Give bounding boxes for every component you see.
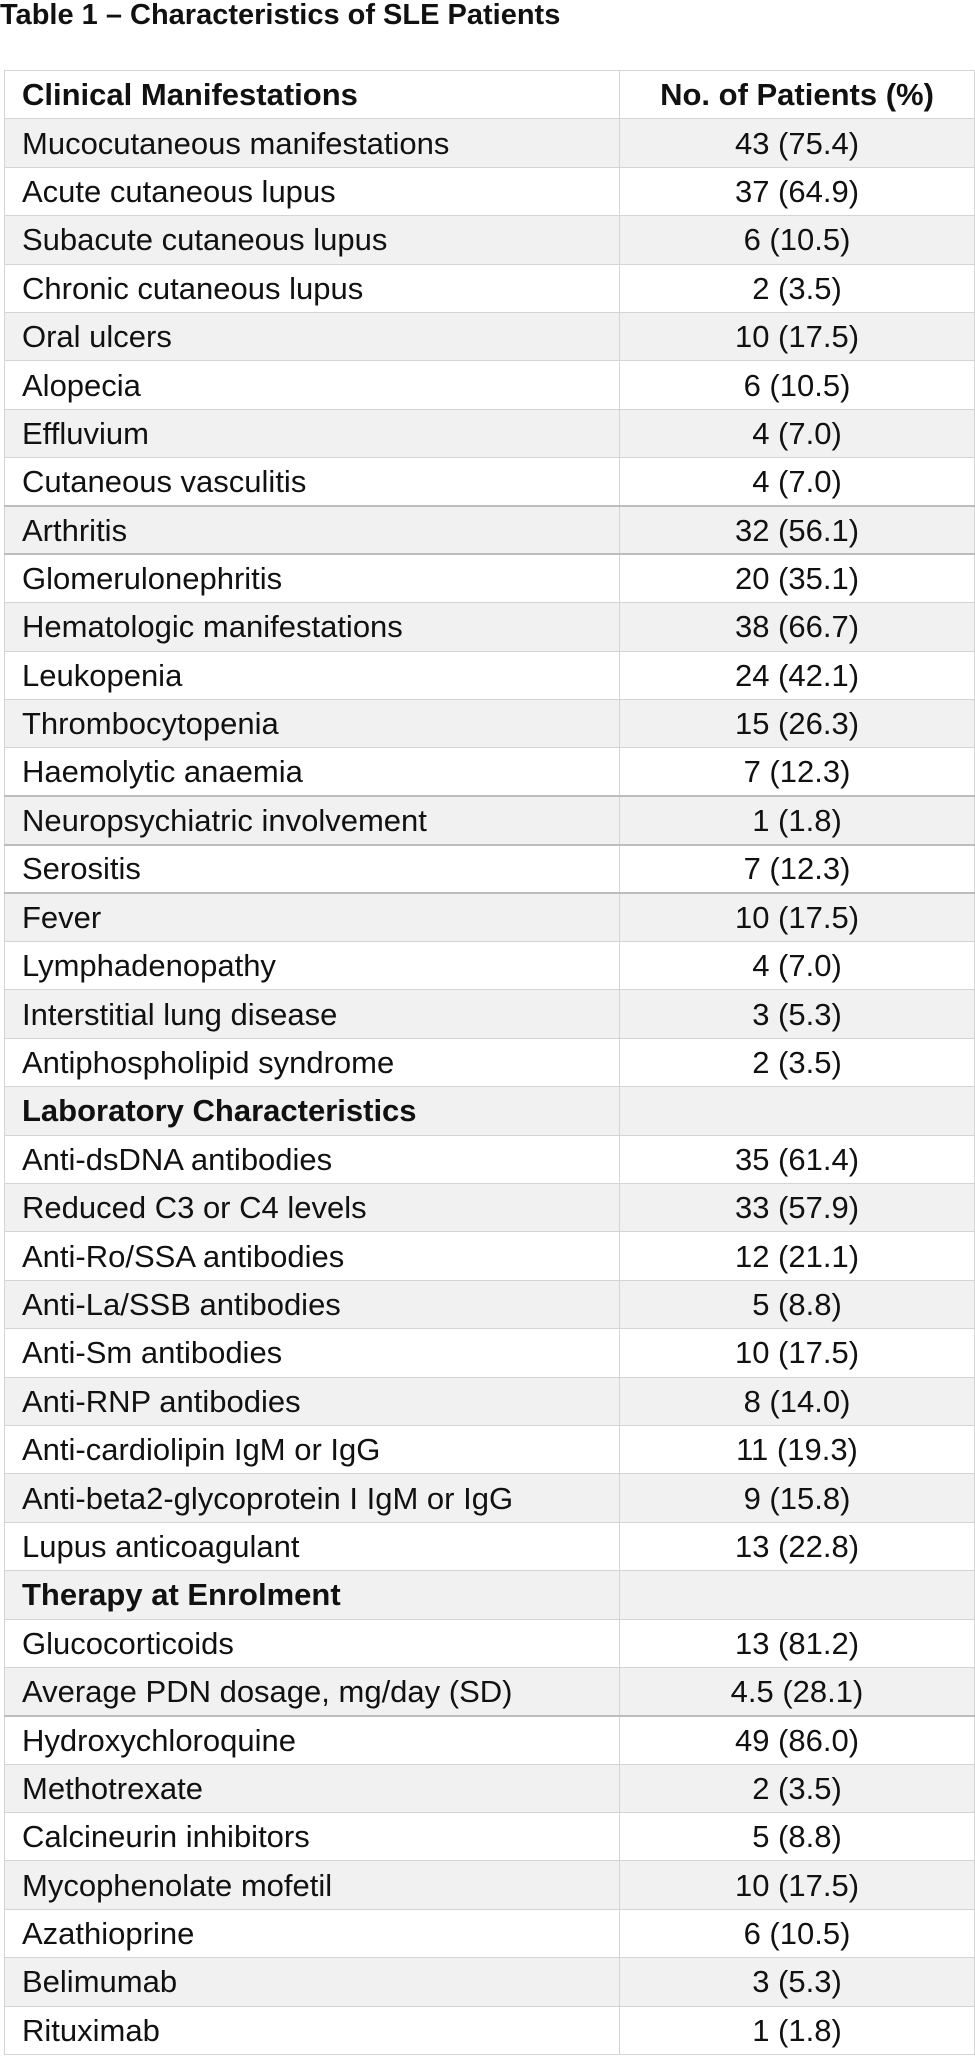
table-row [5,796,975,844]
row-value: 3 (5.3) [620,1958,975,2006]
row-label: Leukopenia [5,651,620,699]
row-label: Lymphadenopathy [5,942,620,990]
table-row [5,1135,975,1183]
row-label: Arthritis [5,506,620,554]
row-label: Mucocutaneous manifestations [5,119,620,167]
row-value: 1 (1.8) [620,796,975,844]
row-label: Methotrexate [5,1764,620,1812]
row-label: Lupus anticoagulant [5,1522,620,1570]
row-label: Anti-cardiolipin IgM or IgG [5,1425,620,1473]
table-row [5,554,975,602]
table-row [5,264,975,312]
table-row [5,1474,975,1522]
table-row [5,1764,975,1812]
row-value: 32 (56.1) [620,506,975,554]
row-label: Antiphospholipid syndrome [5,1038,620,1086]
row-value: 2 (3.5) [620,264,975,312]
table-header-row [5,71,975,119]
row-value: 6 (10.5) [620,361,975,409]
table-title: Table 1 – Characteristics of SLE Patients [0,0,561,31]
row-label: Fever [5,893,620,941]
table-row [5,1619,975,1667]
row-label: Azathioprine [5,1909,620,1957]
row-value: 4 (7.0) [620,458,975,506]
row-value: 2 (3.5) [620,1038,975,1086]
row-value: 7 (12.3) [620,845,975,893]
row-value: 8 (14.0) [620,1377,975,1425]
row-value: 38 (66.7) [620,603,975,651]
row-value: 4 (7.0) [620,409,975,457]
row-value: 37 (64.9) [620,167,975,215]
row-value: 6 (10.5) [620,1909,975,1957]
row-value: 12 (21.1) [620,1232,975,1280]
header-cell-patients: No. of Patients (%) [620,71,975,119]
row-label: Hydroxychloroquine [5,1716,620,1764]
table-row [5,603,975,651]
row-label: Neuropsychiatric involvement [5,796,620,844]
row-label: Anti-La/SSB antibodies [5,1280,620,1328]
row-label: Effluvium [5,409,620,457]
table-row [5,990,975,1038]
table-row [5,1958,975,2006]
row-label: Mycophenolate mofetil [5,1861,620,1909]
row-label: Glomerulonephritis [5,554,620,602]
row-label: Rituximab [5,2006,620,2054]
table-row [5,1377,975,1425]
row-label: Reduced C3 or C4 levels [5,1183,620,1231]
table-row [5,1232,975,1280]
table-row [5,1280,975,1328]
row-label: Cutaneous vasculitis [5,458,620,506]
table-row [5,167,975,215]
table-row [5,216,975,264]
table-row [5,893,975,941]
row-value [620,1087,975,1135]
row-value: 1 (1.8) [620,2006,975,2054]
table-row [5,651,975,699]
row-label: Anti-beta2-glycoprotein I IgM or IgG [5,1474,620,1522]
header-cell-manifestation: Clinical Manifestations [5,71,620,119]
row-label: Oral ulcers [5,312,620,360]
row-value: 9 (15.8) [620,1474,975,1522]
table-row [5,1522,975,1570]
row-value: 10 (17.5) [620,1329,975,1377]
row-label: Chronic cutaneous lupus [5,264,620,312]
row-value: 49 (86.0) [620,1716,975,1764]
row-value: 24 (42.1) [620,651,975,699]
table-row [5,2006,975,2054]
row-label: Interstitial lung disease [5,990,620,1038]
table-row [5,942,975,990]
table-row [5,1667,975,1715]
table-body [5,71,975,2055]
row-value: 20 (35.1) [620,554,975,602]
row-label: Haemolytic anaemia [5,748,620,796]
row-value: 6 (10.5) [620,216,975,264]
table-row [5,845,975,893]
table-row [5,1038,975,1086]
row-label: Glucocorticoids [5,1619,620,1667]
row-label: Serositis [5,845,620,893]
row-label: Hematologic manifestations [5,603,620,651]
row-label: Belimumab [5,1958,620,2006]
row-value: 13 (22.8) [620,1522,975,1570]
row-label: Average PDN dosage, mg/day (SD) [5,1667,620,1715]
table-row [5,1813,975,1861]
row-value: 5 (8.8) [620,1280,975,1328]
row-value: 10 (17.5) [620,893,975,941]
section-header-row [5,1571,975,1619]
row-value: 10 (17.5) [620,1861,975,1909]
table-row [5,1861,975,1909]
table-row [5,361,975,409]
row-value: 11 (19.3) [620,1425,975,1473]
section-header-row [5,1087,975,1135]
row-label: Subacute cutaneous lupus [5,216,620,264]
table-row [5,506,975,554]
row-value: 2 (3.5) [620,1764,975,1812]
row-value: 15 (26.3) [620,700,975,748]
row-label: Anti-RNP antibodies [5,1377,620,1425]
row-value: 33 (57.9) [620,1183,975,1231]
table-row [5,409,975,457]
table-row [5,1425,975,1473]
row-label: Thrombocytopenia [5,700,620,748]
row-value: 13 (81.2) [620,1619,975,1667]
row-value: 3 (5.3) [620,990,975,1038]
row-value: 4.5 (28.1) [620,1667,975,1715]
row-value [620,1571,975,1619]
row-value: 35 (61.4) [620,1135,975,1183]
row-value: 4 (7.0) [620,942,975,990]
table-row [5,1183,975,1231]
section-label: Therapy at Enrolment [5,1571,620,1619]
table-row [5,312,975,360]
table-row [5,1716,975,1764]
row-label: Anti-Ro/SSA antibodies [5,1232,620,1280]
row-value: 7 (12.3) [620,748,975,796]
table-row [5,119,975,167]
table-row [5,1909,975,1957]
table-row [5,700,975,748]
section-label: Laboratory Characteristics [5,1087,620,1135]
table-row [5,748,975,796]
row-value: 10 (17.5) [620,312,975,360]
row-label: Calcineurin inhibitors [5,1813,620,1861]
row-label: Anti-Sm antibodies [5,1329,620,1377]
row-value: 43 (75.4) [620,119,975,167]
table-row [5,458,975,506]
row-label: Acute cutaneous lupus [5,167,620,215]
row-label: Alopecia [5,361,620,409]
row-label: Anti-dsDNA antibodies [5,1135,620,1183]
row-value: 5 (8.8) [620,1813,975,1861]
characteristics-table [4,70,975,2055]
table-row [5,1329,975,1377]
